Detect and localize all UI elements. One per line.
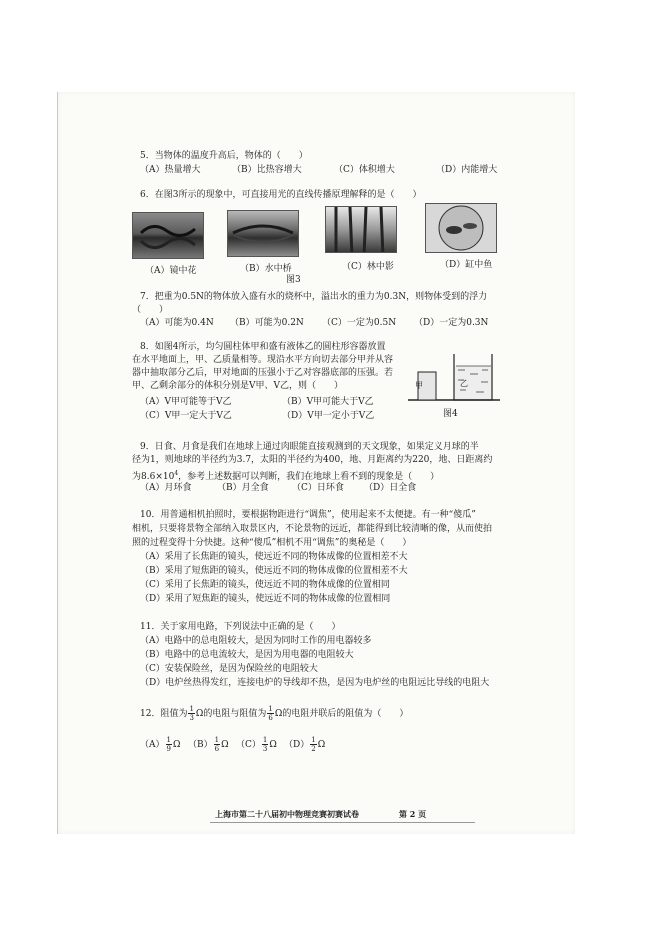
q12-stem: 12．阻值为 $\frac{1}{3}$ Ω的电阻与阻值为 $\frac{1}{6}$ Ω的电阻并联后的阻值为（ ） (140, 705, 409, 722)
page-footer (215, 809, 426, 820)
q7-option-a: （A）可能为0.4N (140, 318, 214, 328)
q9-option-b: （B）月全食 (217, 483, 269, 493)
q5-option-b: （B）比热容增大 (232, 165, 302, 175)
q9-line2: 径为1，则地球的半径约为3.7，太阳的半径约为400，地、月距离约为220，地、日距离约 (132, 455, 493, 465)
q11-stem: 11．关于家用电路，下列说法中正确的是（ ） (140, 622, 341, 632)
q7-option-c: （C）一定为0.5N (322, 318, 397, 328)
fraction-one-sixth: $\frac{1}{6}$ (268, 705, 273, 722)
q6-option-a: （A）镜中花 (145, 266, 197, 276)
q8-options-row1 (140, 395, 374, 410)
q11-option-a: （A）电路中的总电阻较大，是因为同时工作的用电器较多 (140, 636, 372, 646)
figure-3-label: 图3 (286, 275, 301, 285)
q11-option-d: （D）电炉丝热得发红，连接电炉的导线却不热，是因为电炉丝的电阻远比导线的电阻大 (140, 678, 490, 688)
q5-stem: 5．当物体的温度升高后，物体的（ ） (140, 151, 308, 161)
q7-paren: （ ） (132, 305, 169, 315)
q12-option-d: （D） $\frac{1}{2}$ Ω (284, 736, 326, 753)
q9-line1: 9．日食、月食是我们在地球上通过肉眼能直接观测到的天文现象，如果定义月球的半 (140, 442, 479, 452)
photo-bridge-water (227, 210, 299, 257)
figure-4-label-yi: 乙 (460, 379, 468, 388)
q8-line3: 器中抽取部分乙后，甲对地面的压强小于乙对容器底部的压强。若 (132, 368, 394, 378)
q10-option-d: （D）采用了短焦距的镜头，使远近不同的物体成像的位置相同 (140, 594, 391, 604)
q9-line3: 为$8.6\times 10^4$，参考上述数据可以判断，我们在地球上看不到的现象是（ ） (132, 470, 440, 482)
q12-option-a: （A） $\frac{1}{9}$ Ω (140, 736, 181, 753)
q10-option-c: （C）采用了长焦距的镜头，使远近不同的物体成像的位置相同 (140, 580, 390, 590)
q6-stem: 6．在图3所示的现象中，可直接用光的直线传播原理解释的是（ ） (140, 190, 422, 200)
q11-option-b: （B）电路中的总电流较大，是因为用电器的电阻较大 (140, 650, 354, 660)
q10-option-b: （B）采用了短焦距的镜头，使远近不同的物体成像的位置相差不大 (140, 566, 408, 576)
q8-option-a: （A）V甲可能等于V乙 (140, 397, 232, 407)
q12-option-c: （C） $\frac{1}{3}$ Ω (236, 736, 277, 753)
q5-option-c: （C）体积增大 (334, 165, 395, 175)
q5-option-a: （A）热量增大 (140, 165, 201, 175)
q9-option-d: （D）日全食 (364, 483, 417, 493)
photo-flower-mirror (132, 212, 204, 259)
q10-line3: 照的过程变得十分快捷。这种“傻瓜”相机不用“调焦”的奥秘是（ ） (132, 538, 412, 548)
q8-line4: 甲、乙剩余部分的体积分别是V甲、V乙，则（ ） (132, 381, 344, 391)
q8-option-b: （B）V甲可能大于V乙 (282, 397, 374, 407)
q6-option-d: （D）缸中鱼 (440, 260, 493, 270)
fraction-one-third: $\frac{1}{3}$ (189, 705, 194, 722)
q5-option-d: （D）内能增大 (436, 165, 498, 175)
photo-forest-shadow (325, 206, 397, 253)
q9-option-c: （C）日环食 (292, 483, 344, 493)
q10-option-a: （A）采用了长焦距的镜头，使远近不同的物体成像的位置相差不大 (140, 552, 408, 562)
footer-divider (210, 822, 475, 823)
q8-option-d: （D）V甲一定小于V乙 (282, 411, 375, 421)
q9-options (140, 481, 416, 496)
q7-option-b: （B）可能为0.2N (230, 318, 304, 328)
photo-fish-bowl (425, 203, 497, 253)
q5-options (140, 163, 497, 178)
q7-options (140, 316, 488, 331)
q8-option-c: （C）V甲一定大于V乙 (140, 411, 232, 421)
q9-option-a: （A）月环食 (140, 483, 192, 493)
q8-line1: 8．如图4所示，均匀圆柱体甲和盛有液体乙的圆柱形容器放置 (140, 342, 386, 352)
q11-option-c: （C）安装保险丝，是因为保险丝的电阻较大 (140, 664, 318, 674)
figure-4-label: 图4 (443, 409, 458, 419)
q8-line2: 在水平地面上，甲、乙质量相等。现沿水平方向切去部分甲并从容 (132, 355, 394, 365)
q7-stem: 7．把重为0.5N的物体放入盛有水的烧杯中，溢出水的重力为0.3N，则物体受到的浮力 (140, 292, 488, 302)
q6-option-c: （C）林中影 (342, 262, 394, 272)
q12-option-b: （B） $\frac{1}{6}$ Ω (188, 736, 229, 753)
q10-line2: 相机，只要将景物全部纳入取景区内，不论景物的远近，都能得到比较清晰的像，从而使拍 (132, 524, 493, 534)
figure-4-label-jia: 甲 (415, 381, 423, 390)
footer-title: 上海市第二十八届初中物理竞赛初赛试卷 (215, 809, 359, 819)
q8-options-row2 (140, 409, 374, 424)
q12-options (140, 734, 325, 756)
page-number: 第 2 页 (399, 809, 427, 819)
q6-option-b: （B）水中桥 (240, 264, 292, 274)
q10-line1: 10．用普通相机拍照时，要根据物距进行“调焦”，使用起来不太便捷。有一种“傻瓜” (140, 510, 476, 520)
q7-option-d: （D）一定为0.3N (414, 318, 489, 328)
